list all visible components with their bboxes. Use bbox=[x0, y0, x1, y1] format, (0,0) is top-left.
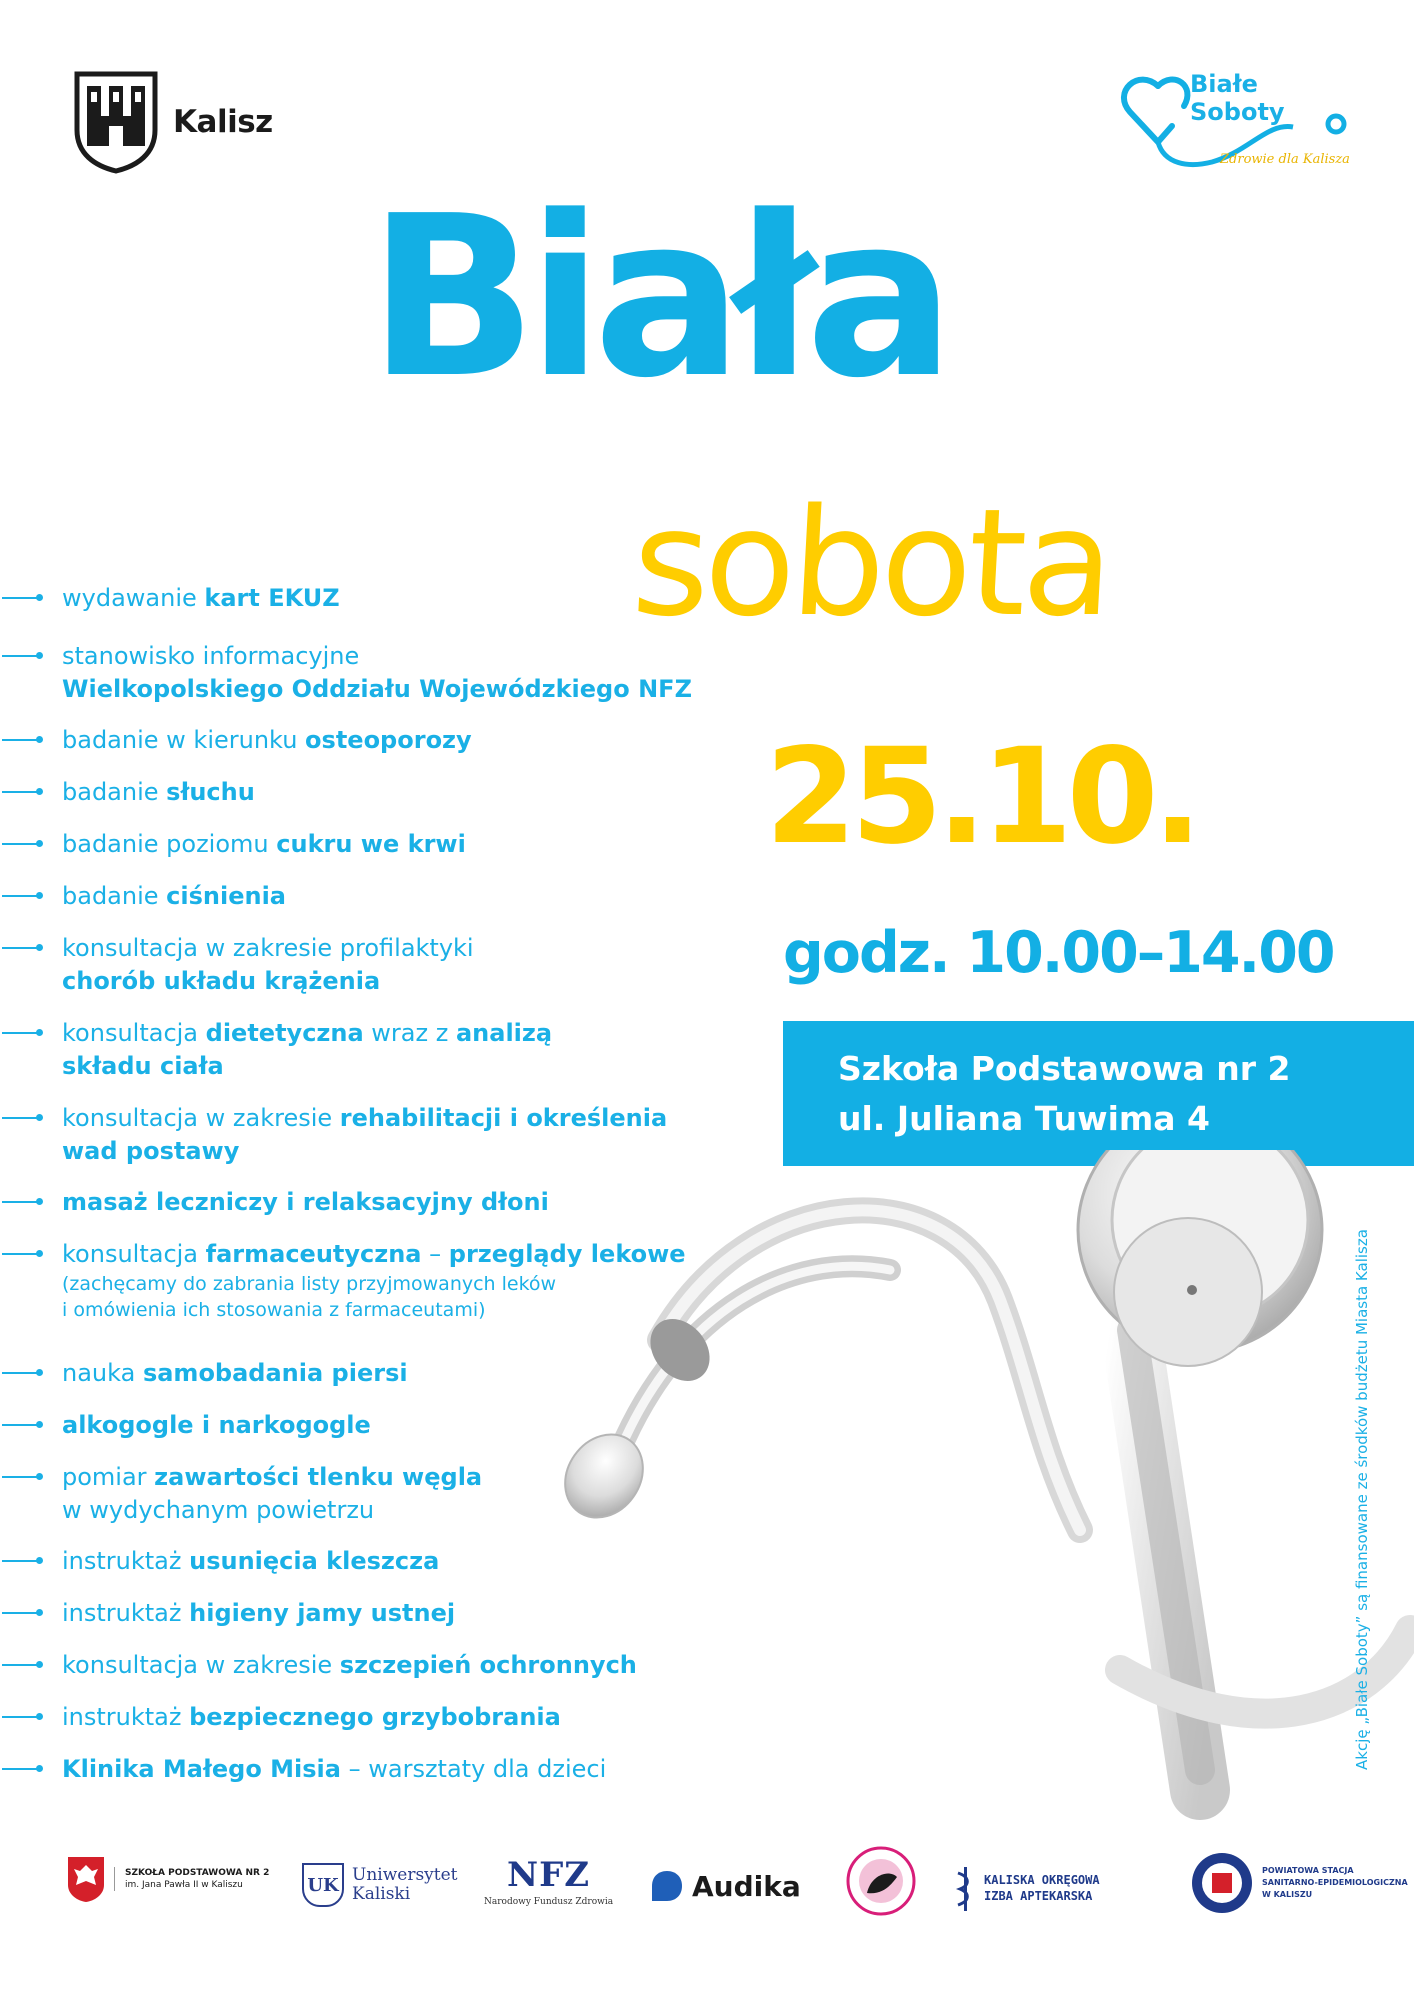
service-plain: instruktaż bbox=[62, 1599, 190, 1627]
service-note: i omówienia ich stosowania z farmaceutami) bbox=[62, 1299, 486, 1321]
list-bullet-icon bbox=[2, 1201, 40, 1203]
service-line bbox=[62, 932, 474, 965]
service-line bbox=[62, 776, 255, 809]
service-plain: wraz z bbox=[363, 1019, 456, 1047]
service-plain: konsultacja bbox=[62, 1019, 206, 1047]
service-highlight: masaż leczniczy i relaksacyjny dłoni bbox=[62, 1188, 549, 1216]
service-text bbox=[62, 640, 692, 706]
service-plain: konsultacja w zakresie bbox=[62, 1104, 340, 1132]
service-line bbox=[62, 1494, 482, 1527]
list-bullet-icon bbox=[2, 1560, 40, 1562]
sanepid-line3: W KALISZU bbox=[1262, 1890, 1313, 1899]
partner-sanepid bbox=[1190, 1851, 1408, 1915]
service-plain: stanowisko informacyjne bbox=[62, 642, 360, 670]
service-highlight: składu ciała bbox=[62, 1052, 224, 1080]
service-text bbox=[62, 1461, 482, 1527]
service-highlight: ciśnienia bbox=[166, 882, 286, 910]
service-plain: w wydychanym powietrzu bbox=[62, 1496, 375, 1524]
poster-title: Biała bbox=[368, 169, 946, 427]
service-line bbox=[62, 1186, 549, 1219]
service-highlight: samobadania piersi bbox=[142, 1359, 408, 1387]
pharmacy-caduceus-icon bbox=[954, 1863, 976, 1913]
sanepid-emblem-icon bbox=[1190, 1851, 1254, 1915]
list-bullet-icon bbox=[2, 1716, 40, 1718]
service-highlight: szczepień ochronnych bbox=[339, 1651, 637, 1679]
service-line bbox=[62, 582, 340, 615]
service-highlight: Klinika Małego Misia bbox=[62, 1755, 341, 1783]
event-hours: godz. 10.00–14.00 bbox=[783, 920, 1334, 986]
service-highlight: przeglądy lekowe bbox=[448, 1240, 686, 1268]
service-text bbox=[62, 1238, 686, 1323]
service-line bbox=[62, 1135, 667, 1168]
school-patron: im. Jana Pawła II w Kaliszu bbox=[125, 1880, 243, 1890]
service-highlight: osteoporozy bbox=[305, 726, 472, 754]
service-text bbox=[62, 724, 472, 757]
uk-name-line1: Uniwersytet bbox=[352, 1865, 458, 1885]
service-plain: badanie bbox=[62, 882, 167, 910]
list-bullet-icon bbox=[2, 1612, 40, 1614]
service-plain: wydawanie bbox=[62, 584, 205, 612]
location-school: Szkoła Podstawowa nr 2 bbox=[838, 1049, 1291, 1088]
list-bullet-icon bbox=[2, 1424, 40, 1426]
service-line bbox=[62, 1753, 606, 1786]
service-line bbox=[62, 1597, 455, 1630]
list-bullet-icon bbox=[2, 895, 40, 897]
service-text bbox=[62, 776, 255, 809]
service-text bbox=[62, 1545, 439, 1578]
service-plain: badanie bbox=[62, 778, 167, 806]
partner-audika bbox=[650, 1869, 801, 1903]
service-text bbox=[62, 1186, 549, 1219]
service-text bbox=[62, 1017, 552, 1083]
brand-line-1: Białe bbox=[1190, 70, 1258, 98]
kalisz-coat-of-arms-icon bbox=[73, 70, 159, 174]
service-text bbox=[62, 1409, 371, 1442]
service-line bbox=[62, 640, 692, 673]
service-highlight: higieny jamy ustnej bbox=[189, 1599, 456, 1627]
service-plain: badanie w kierunku bbox=[62, 726, 306, 754]
service-line bbox=[62, 1409, 371, 1442]
nfz-logo-mark: NFZ bbox=[507, 1855, 591, 1895]
service-line bbox=[62, 880, 286, 913]
service-highlight: cukru we krwi bbox=[276, 830, 466, 858]
service-plain: – warsztaty dla dzieci bbox=[340, 1755, 607, 1783]
service-plain: badanie poziomu bbox=[62, 830, 277, 858]
service-line bbox=[62, 1017, 552, 1050]
audika-name: Audika bbox=[692, 1869, 801, 1903]
service-text bbox=[62, 1102, 667, 1168]
sanepid-line2: SANITARNO-EPIDEMIOLOGICZNA bbox=[1262, 1878, 1408, 1887]
service-highlight: kart EKUZ bbox=[204, 584, 340, 612]
pharma-name-line1: KALISKA OKRĘGOWA bbox=[984, 1873, 1100, 1887]
service-text bbox=[62, 1701, 561, 1734]
service-highlight: chorób układu krążenia bbox=[62, 967, 381, 995]
service-line bbox=[62, 1238, 686, 1271]
service-line bbox=[62, 1649, 637, 1682]
brand-tagline: Zdrowie dla Kalisza bbox=[1220, 152, 1350, 167]
partner-nfz bbox=[484, 1855, 613, 1907]
service-plain: nauka bbox=[62, 1359, 143, 1387]
service-highlight: farmaceutyczna bbox=[205, 1240, 422, 1268]
service-line bbox=[62, 1701, 561, 1734]
audika-bubble-icon bbox=[650, 1869, 684, 1903]
polish-eagle-icon bbox=[66, 1855, 106, 1903]
service-line bbox=[62, 673, 692, 706]
service-line bbox=[62, 724, 472, 757]
list-bullet-icon bbox=[2, 1253, 40, 1255]
location-street: ul. Juliana Tuwima 4 bbox=[838, 1099, 1211, 1138]
service-highlight: wad postawy bbox=[62, 1137, 240, 1165]
list-bullet-icon bbox=[2, 843, 40, 845]
service-plain: – bbox=[421, 1240, 449, 1268]
list-bullet-icon bbox=[2, 655, 40, 657]
service-line bbox=[62, 1461, 482, 1494]
pharma-name-line2: IZBA APTEKARSKA bbox=[984, 1889, 1093, 1903]
list-bullet-icon bbox=[2, 1476, 40, 1478]
list-bullet-icon bbox=[2, 791, 40, 793]
service-text bbox=[62, 880, 286, 913]
list-bullet-icon bbox=[2, 1117, 40, 1119]
service-text bbox=[62, 1649, 637, 1682]
service-plain: konsultacja w zakresie bbox=[62, 1651, 340, 1679]
stethoscope-illustration bbox=[560, 1150, 1414, 1830]
brand-line-2: Soboty bbox=[1190, 98, 1285, 126]
service-text bbox=[62, 1357, 408, 1390]
round-emblem-icon bbox=[845, 1845, 917, 1917]
service-plain: konsultacja w zakresie profilaktyki bbox=[62, 934, 474, 962]
service-highlight: analizą bbox=[455, 1019, 553, 1047]
school-name: SZKOŁA PODSTAWOWA NR 2 bbox=[125, 1868, 270, 1878]
service-highlight: słuchu bbox=[166, 778, 255, 806]
service-text bbox=[62, 1597, 455, 1630]
list-bullet-icon bbox=[2, 1372, 40, 1374]
service-highlight: rehabilitacji i określenia bbox=[339, 1104, 668, 1132]
partner-school bbox=[66, 1855, 269, 1903]
service-line bbox=[62, 1050, 552, 1083]
kalisz-city-logo bbox=[73, 70, 273, 174]
funding-note-text: Akcję „Białe Soboty” są finansowane ze środków budżetu Miasta Kalisza bbox=[1353, 1229, 1371, 1770]
service-plain: pomiar bbox=[62, 1463, 155, 1491]
uk-name-line2: Kaliski bbox=[352, 1884, 411, 1904]
list-bullet-icon bbox=[2, 947, 40, 949]
service-plain: konsultacja bbox=[62, 1240, 206, 1268]
list-bullet-icon bbox=[2, 1664, 40, 1666]
nfz-full-name: Narodowy Fundusz Zdrowia bbox=[484, 1897, 614, 1907]
service-highlight: Wielkopolskiego Oddziału Wojewódzkiego NFZ bbox=[62, 675, 692, 703]
biale-soboty-logo bbox=[1118, 72, 1358, 182]
service-text bbox=[62, 582, 340, 615]
list-bullet-icon bbox=[2, 1032, 40, 1034]
partner-izba-aptekarska bbox=[954, 1863, 1100, 1913]
list-bullet-icon bbox=[2, 1768, 40, 1770]
list-bullet-icon bbox=[2, 739, 40, 741]
service-line bbox=[62, 1545, 439, 1578]
service-highlight: bezpiecznego grzybobrania bbox=[189, 1703, 561, 1731]
service-note: (zachęcamy do zabrania listy przyjmowanych leków bbox=[62, 1273, 557, 1295]
service-text bbox=[62, 828, 466, 861]
event-date: 25.10. bbox=[765, 720, 1197, 874]
service-line bbox=[62, 965, 474, 998]
service-line bbox=[62, 1102, 667, 1135]
sanepid-line1: POWIATOWA STACJA bbox=[1262, 1866, 1354, 1875]
list-bullet-icon bbox=[2, 597, 40, 599]
poster-subtitle: sobota bbox=[617, 477, 1119, 649]
service-plain: instruktaż bbox=[62, 1547, 190, 1575]
service-highlight: usunięcia kleszcza bbox=[189, 1547, 440, 1575]
service-line bbox=[62, 828, 466, 861]
service-text bbox=[62, 932, 474, 998]
service-highlight: dietetyczna bbox=[205, 1019, 364, 1047]
location-box bbox=[783, 1021, 1414, 1166]
partner-circular-badge bbox=[845, 1845, 917, 1917]
service-highlight: alkogogle i narkogogle bbox=[62, 1411, 371, 1439]
service-text bbox=[62, 1753, 606, 1786]
city-name: Kalisz bbox=[173, 104, 273, 140]
partner-uniwersytet-kaliski bbox=[302, 1863, 458, 1907]
service-line bbox=[62, 1357, 408, 1390]
uk-logo-mark: UK bbox=[302, 1863, 344, 1907]
service-plain: instruktaż bbox=[62, 1703, 190, 1731]
service-highlight: zawartości tlenku węgla bbox=[154, 1463, 483, 1491]
partner-logos bbox=[0, 1845, 1414, 1955]
